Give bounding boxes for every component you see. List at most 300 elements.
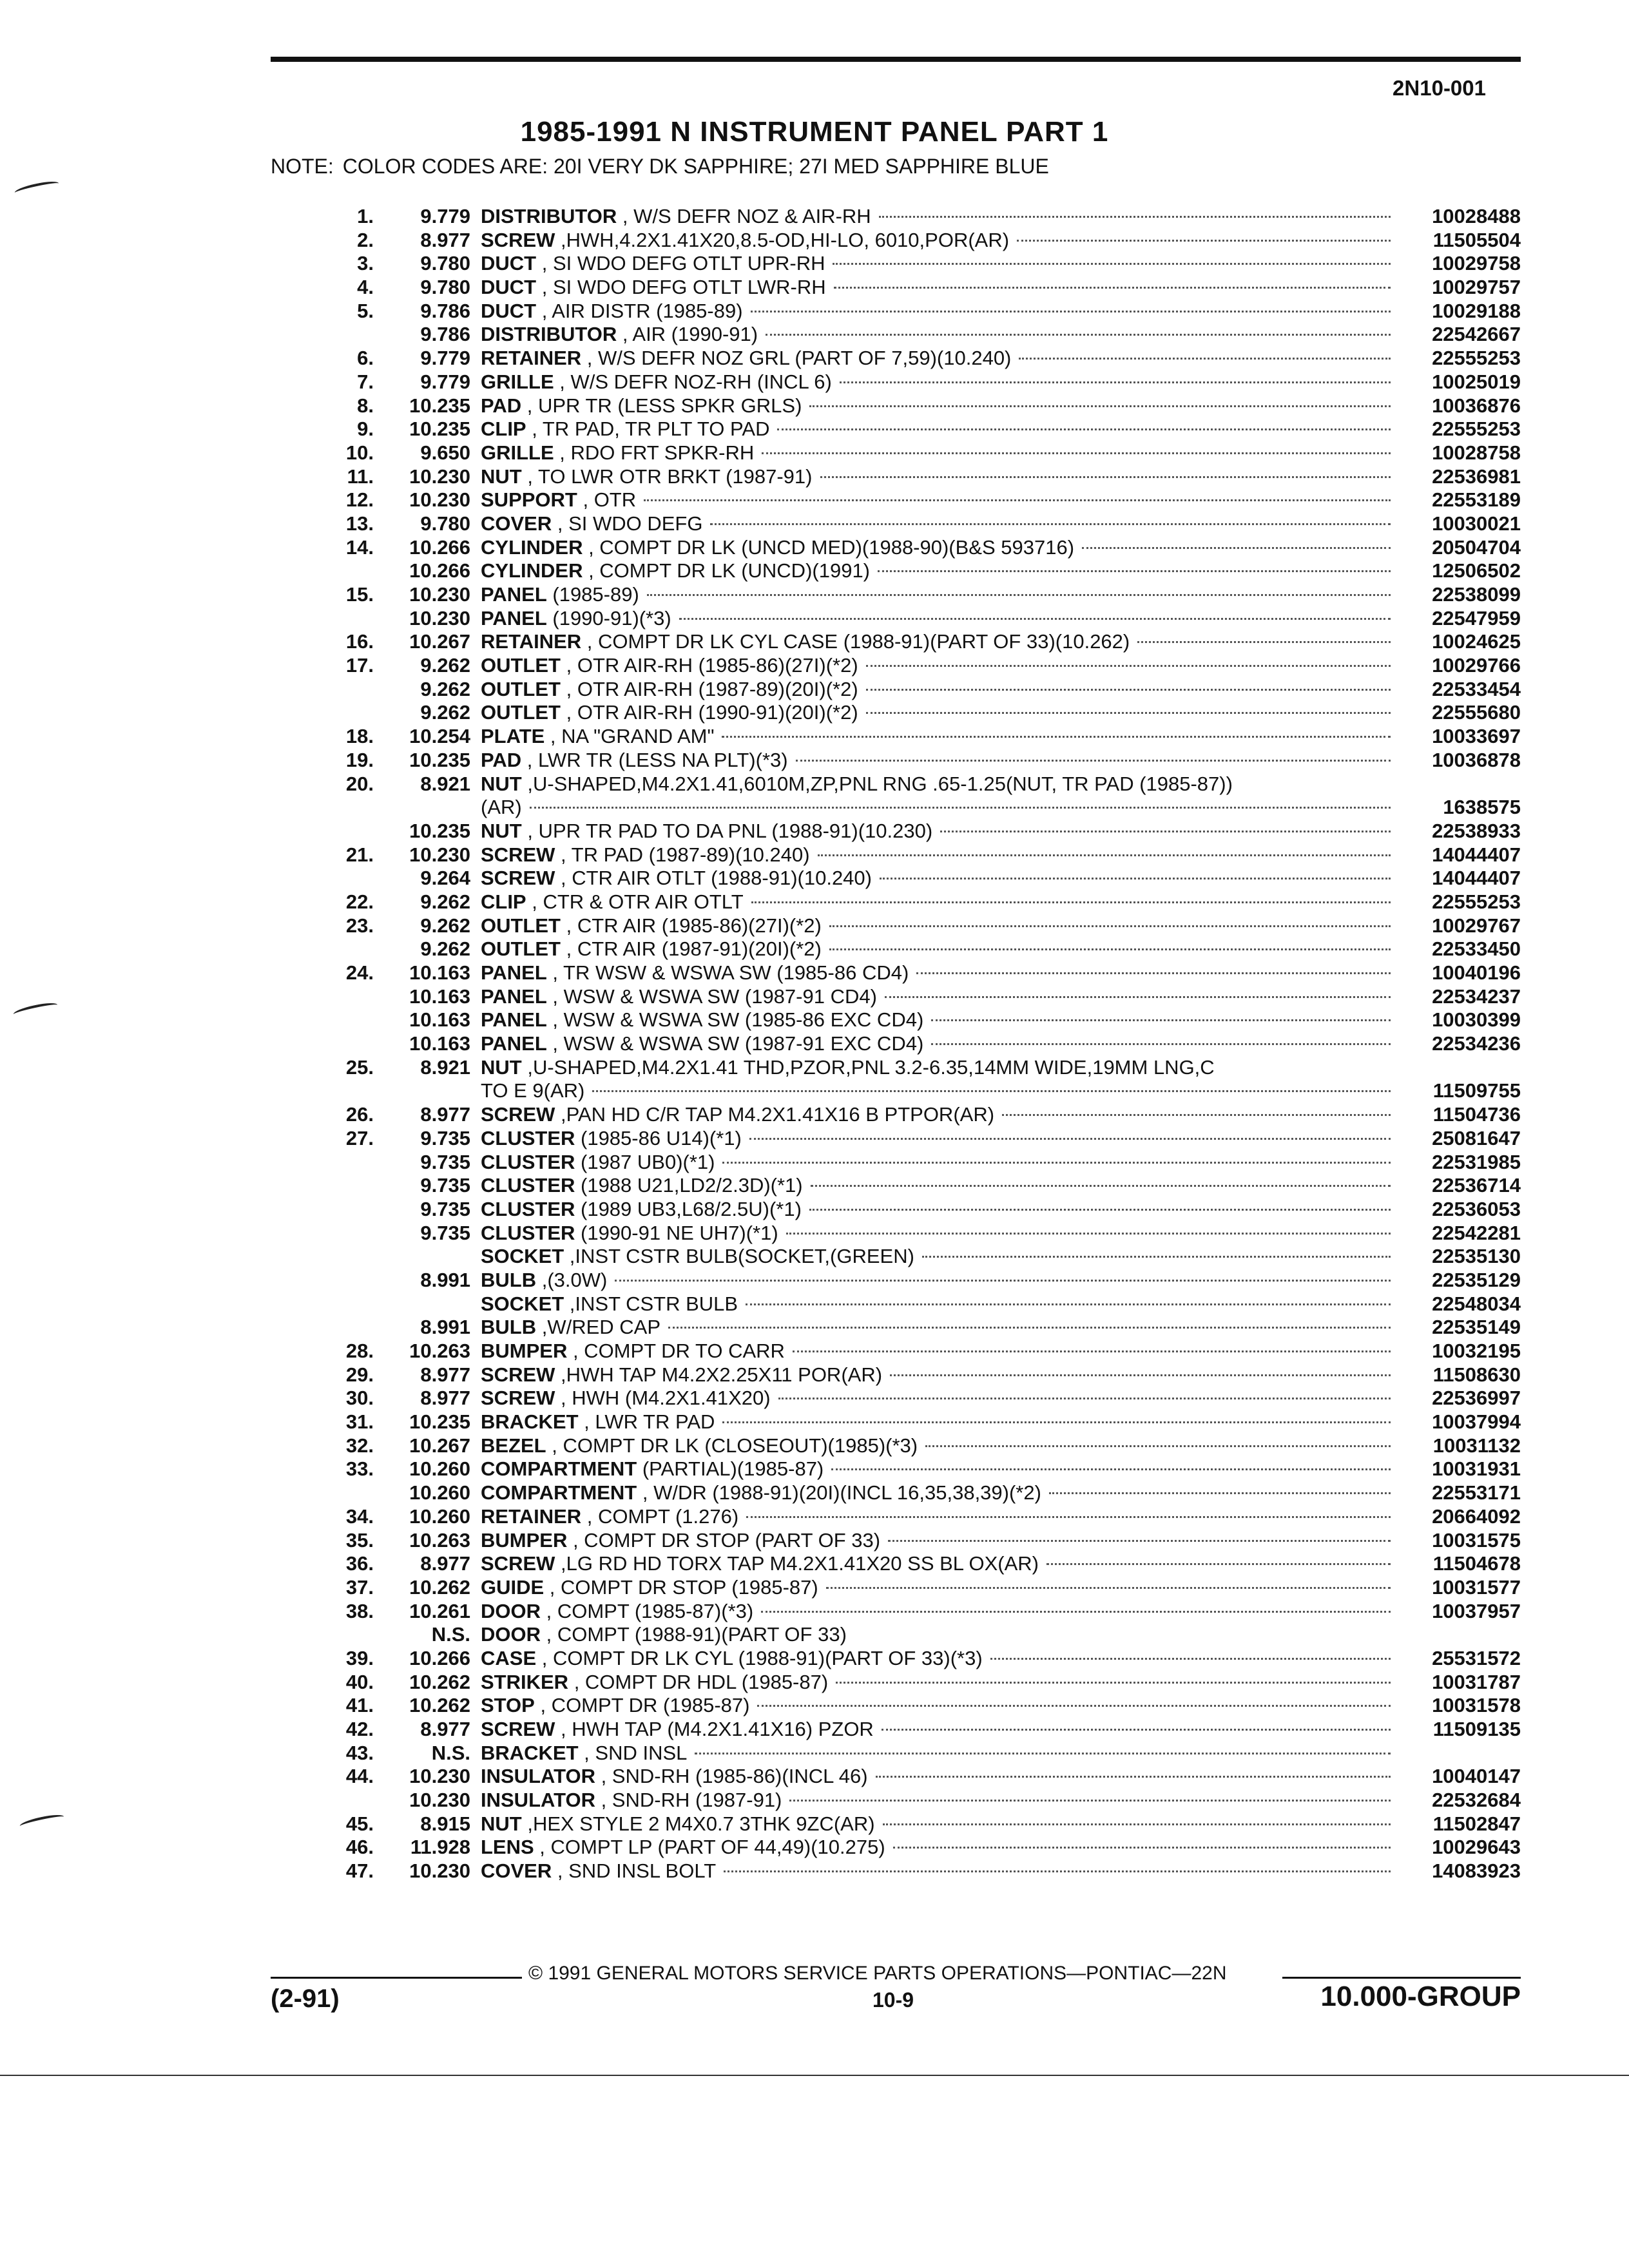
- part-row: [309, 1576, 1521, 1600]
- dot-leader: [866, 712, 1391, 714]
- item-number: 15.: [345, 583, 374, 606]
- page-number: 10-9: [872, 1988, 914, 2012]
- part-detail: , SI WDO DEFG: [552, 512, 703, 535]
- part-row: [309, 654, 1521, 678]
- part-number: 14044407: [1432, 843, 1521, 866]
- part-detail: , UPR TR PAD TO DA PNL (1988-91)(10.230): [521, 819, 933, 842]
- part-description: [481, 1434, 1398, 1458]
- part-name: GUIDE: [481, 1575, 545, 1599]
- parts-list: [309, 205, 1521, 1883]
- item-number: 40.: [345, 1670, 374, 1693]
- part-detail: , COMPT DR STOP (PART OF 33): [567, 1528, 881, 1552]
- part-detail: , COMPT DR HDL (1985-87): [568, 1670, 829, 1693]
- group-number: 10.266: [409, 1646, 470, 1669]
- part-detail: , SND INSL: [578, 1741, 688, 1764]
- part-number: 10031578: [1432, 1694, 1521, 1717]
- bottom-rule: [0, 2075, 1629, 2076]
- dot-leader: [1019, 358, 1391, 360]
- part-detail: (PARTIAL)(1985-87): [637, 1457, 824, 1481]
- dot-leader: [751, 901, 1391, 903]
- margin-mark: [12, 1001, 58, 1019]
- part-detail: , COMPT DR LK (UNCD MED)(1988-90)(B&S 593716): [583, 535, 1075, 559]
- part-description: [481, 1647, 1398, 1671]
- part-detail: (1988 U21,LD2/2.3D)(*1): [575, 1174, 803, 1197]
- part-row: [309, 1836, 1521, 1860]
- part-description: [481, 1623, 1398, 1647]
- dot-leader: [811, 1185, 1391, 1187]
- part-name: NUT: [481, 1812, 522, 1835]
- part-name: PLATE: [481, 725, 545, 748]
- part-row: [309, 630, 1521, 654]
- dot-leader: [834, 287, 1391, 289]
- dot-leader: [1017, 240, 1391, 242]
- part-number: 22536981: [1432, 465, 1521, 488]
- part-name: COMPARTMENT: [481, 1457, 637, 1481]
- part-detail: , OTR: [577, 488, 637, 512]
- part-name: BEZEL: [481, 1434, 546, 1457]
- part-name: DUCT: [481, 299, 537, 322]
- part-number: 22547959: [1432, 606, 1521, 629]
- item-number: 13.: [345, 512, 374, 535]
- item-number: 5.: [357, 299, 374, 322]
- part-row: [309, 1529, 1521, 1553]
- part-detail: (1990-91)(*3): [546, 606, 671, 629]
- part-detail: , SND INSL BOLT: [552, 1860, 717, 1883]
- part-row: [309, 1600, 1521, 1624]
- part-detail: ,W/RED CAP: [536, 1316, 661, 1339]
- part-row: [309, 1671, 1521, 1695]
- part-description: [481, 1576, 1398, 1600]
- part-description: [481, 394, 1398, 418]
- part-description: [481, 678, 1398, 702]
- item-number: 1.: [357, 205, 374, 227]
- part-name: BULB: [481, 1316, 537, 1339]
- part-row: [309, 1647, 1521, 1671]
- item-number: 26.: [345, 1103, 374, 1126]
- part-name: SUPPORT: [481, 488, 577, 512]
- part-number: 22534237: [1432, 985, 1521, 1008]
- part-detail: (1985-86 U14)(*1): [575, 1126, 742, 1149]
- dot-leader: [757, 1705, 1391, 1707]
- part-row: [309, 1127, 1521, 1151]
- dot-leader: [722, 1162, 1391, 1164]
- part-name: COVER: [481, 1860, 552, 1883]
- part-description: [481, 441, 1398, 465]
- group-number: 10.230: [409, 1765, 470, 1788]
- group-number: 9.650: [420, 441, 470, 464]
- group-number: 9.780: [420, 276, 470, 299]
- part-description: [481, 1316, 1398, 1340]
- dot-leader: [809, 1209, 1391, 1211]
- group-number: 8.977: [420, 1363, 470, 1386]
- group-number: 9.779: [420, 370, 470, 393]
- part-name: COVER: [481, 512, 552, 535]
- group-number: 8.977: [420, 228, 470, 251]
- part-row: [309, 1079, 1521, 1103]
- part-row: [309, 1765, 1521, 1789]
- dot-leader: [751, 311, 1391, 312]
- group-number: 9.780: [420, 512, 470, 535]
- item-number: 23.: [345, 914, 374, 937]
- group-number: 10.254: [409, 725, 470, 748]
- part-detail: , W/S DEFR NOZ-RH (INCL 6): [554, 370, 832, 393]
- part-description: [481, 1789, 1398, 1812]
- part-description: [481, 914, 1398, 938]
- part-detail: , OTR AIR-RH (1990-91)(20I)(*2): [561, 701, 858, 724]
- part-detail: ,LG RD HD TORX TAP M4.2X1.41X20 SS BL OX(AR): [555, 1552, 1039, 1575]
- part-description: [481, 985, 1398, 1009]
- part-number: 10025019: [1432, 370, 1521, 393]
- dot-leader: [829, 948, 1391, 950]
- part-name: BRACKET: [481, 1741, 579, 1764]
- part-description: [481, 607, 1398, 631]
- part-name: BUMPER: [481, 1340, 568, 1362]
- part-description: [481, 1410, 1398, 1434]
- part-row: [309, 867, 1521, 890]
- part-name: SCREW: [481, 843, 555, 866]
- part-detail: ,HWH,4.2X1.41X20,8.5-OD,HI-LO, 6010,POR(AR): [555, 228, 1010, 251]
- part-description: [481, 1481, 1398, 1505]
- group-number: 9.262: [420, 890, 470, 913]
- part-detail: , COMPT DR LK (UNCD)(1991): [583, 559, 871, 582]
- part-description: [481, 300, 1398, 323]
- part-row: [309, 1174, 1521, 1198]
- part-row: [309, 1387, 1521, 1410]
- part-name: OUTLET: [481, 937, 561, 961]
- item-number: 9.: [357, 418, 374, 441]
- copyright-notice: © 1991 GENERAL MOTORS SERVICE PARTS OPERATIONS—PONTIAC—22N: [528, 1963, 1227, 1984]
- part-row: [309, 820, 1521, 843]
- dot-leader: [722, 1421, 1391, 1423]
- group-number: 10.263: [409, 1340, 470, 1362]
- item-number: 33.: [345, 1457, 374, 1481]
- item-number: 2.: [357, 228, 374, 251]
- part-detail: (1989 UB3,L68/2.5U)(*1): [575, 1197, 802, 1220]
- part-row: [309, 1269, 1521, 1293]
- part-number: 10030021: [1432, 512, 1521, 535]
- part-row: [309, 1293, 1521, 1316]
- item-number: 34.: [345, 1504, 374, 1528]
- part-detail: ,U-SHAPED,M4.2X1.41,6010M,ZP,PNL RNG .65-1.25(NUT, TR PAD (1985-87)): [521, 772, 1233, 795]
- part-name: CLUSTER: [481, 1197, 575, 1220]
- part-name: GRILLE: [481, 370, 554, 393]
- dot-leader: [866, 689, 1391, 691]
- part-number: 22533454: [1432, 677, 1521, 700]
- part-description: [481, 890, 1398, 914]
- part-number: 10029767: [1432, 914, 1521, 937]
- group-number: 8.921: [420, 772, 470, 795]
- part-row: [309, 300, 1521, 323]
- part-name: NUT: [481, 465, 522, 488]
- group-number: 10.262: [409, 1670, 470, 1693]
- part-detail: , SND-RH (1987-91): [595, 1789, 782, 1812]
- item-number: 44.: [345, 1765, 374, 1788]
- part-detail: , OTR AIR-RH (1985-86)(27I)(*2): [561, 654, 858, 677]
- group-number: 9.262: [420, 914, 470, 937]
- dot-leader: [530, 807, 1391, 809]
- group-number: 9.262: [420, 701, 470, 724]
- part-number: 11505504: [1432, 228, 1521, 251]
- group-number: 9.786: [420, 299, 470, 322]
- group-number: 10.230: [409, 1860, 470, 1883]
- dot-leader: [840, 381, 1391, 383]
- item-number: 4.: [357, 276, 374, 299]
- part-name: LENS: [481, 1836, 534, 1859]
- part-number: 12506502: [1432, 559, 1521, 582]
- part-detail: , SI WDO DEFG OTLT LWR-RH: [536, 276, 826, 299]
- part-number: 10040196: [1432, 961, 1521, 984]
- margin-mark: [19, 1812, 64, 1831]
- group-number: 9.786: [420, 323, 470, 346]
- part-description: [481, 347, 1398, 370]
- item-number: 38.: [345, 1599, 374, 1622]
- part-number: 10031577: [1432, 1575, 1521, 1599]
- part-name: PANEL: [481, 583, 547, 606]
- part-number: 11504678: [1432, 1552, 1521, 1575]
- part-number: 14044407: [1432, 867, 1521, 890]
- item-number: 20.: [345, 772, 374, 795]
- dot-leader: [922, 1256, 1391, 1258]
- part-row: [309, 1505, 1521, 1529]
- dot-leader: [777, 428, 1391, 430]
- part-row: [309, 725, 1521, 749]
- part-number: 22553171: [1432, 1481, 1521, 1504]
- part-detail: , W/DR (1988-91)(20I)(INCL 16,35,38,39)(*2): [637, 1481, 1041, 1504]
- part-detail: , COMPT (1988-91)(PART OF 33): [541, 1623, 847, 1646]
- group-number: 10.260: [409, 1504, 470, 1528]
- item-number: 39.: [345, 1646, 374, 1669]
- part-row: [309, 1694, 1521, 1718]
- part-detail: ,(3.0W): [536, 1268, 608, 1291]
- part-detail: , W/S DEFR NOZ GRL (PART OF 7,59)(10.240): [581, 347, 1012, 370]
- dot-leader: [866, 665, 1391, 667]
- part-detail: ,INST CSTR BULB(SOCKET,(GREEN): [564, 1245, 914, 1268]
- part-number: 10031787: [1432, 1670, 1521, 1693]
- part-description: [481, 559, 1398, 583]
- dot-leader: [695, 1753, 1391, 1754]
- part-number: 10028758: [1432, 441, 1521, 464]
- part-description: [481, 370, 1398, 394]
- dot-leader: [820, 476, 1391, 478]
- part-detail: , COMPT (1.276): [581, 1504, 739, 1528]
- part-description: [481, 1151, 1398, 1175]
- part-detail: , COMPT DR LK CYL CASE (1988-91)(PART OF 33)(10.262): [581, 630, 1130, 653]
- part-row: [309, 914, 1521, 938]
- part-number: 22555253: [1432, 890, 1521, 913]
- part-row: [309, 1032, 1521, 1056]
- part-description: [481, 1198, 1398, 1222]
- part-row: [309, 1623, 1521, 1647]
- dot-leader: [880, 878, 1391, 879]
- part-detail: , WSW & WSWA SW (1985-86 EXC CD4): [546, 1008, 924, 1032]
- item-number: 12.: [345, 488, 374, 512]
- part-row: [309, 1860, 1521, 1883]
- part-number: 10024625: [1432, 630, 1521, 653]
- part-detail: ,PAN HD C/R TAP M4.2X1.41X16 B PTPOR(AR): [555, 1103, 995, 1126]
- part-detail: (AR): [481, 796, 522, 819]
- dot-leader: [762, 452, 1391, 454]
- part-number: 22534236: [1432, 1032, 1521, 1055]
- group-number: 10.266: [409, 559, 470, 582]
- part-row: [309, 205, 1521, 229]
- dot-leader: [990, 1658, 1391, 1660]
- item-number: 35.: [345, 1528, 374, 1552]
- part-detail: (1985-89): [546, 583, 639, 606]
- part-number: 22553189: [1432, 488, 1521, 512]
- part-row: [309, 773, 1521, 796]
- part-description: [481, 1457, 1398, 1481]
- part-description: [481, 654, 1398, 678]
- part-description: [481, 1127, 1398, 1151]
- part-detail: , CTR AIR (1987-91)(20I)(*2): [561, 937, 822, 961]
- part-name: CLIP: [481, 418, 526, 441]
- group-number: 10.260: [409, 1481, 470, 1504]
- part-description: [481, 1079, 1398, 1103]
- item-number: 47.: [345, 1860, 374, 1883]
- part-description: [481, 1387, 1398, 1410]
- group-number: 9.264: [420, 867, 470, 890]
- part-name: NUT: [481, 819, 522, 842]
- part-row: [309, 1789, 1521, 1812]
- dot-leader: [644, 499, 1391, 501]
- part-description: [481, 1742, 1398, 1765]
- part-name: SCREW: [481, 1552, 555, 1575]
- part-number: 25531572: [1432, 1646, 1521, 1669]
- part-name: SOCKET: [481, 1292, 564, 1315]
- part-detail: , HWH (M4.2X1.41X20): [555, 1387, 771, 1410]
- group-number: 10.266: [409, 535, 470, 559]
- part-description: [481, 1222, 1398, 1245]
- part-row: [309, 1434, 1521, 1458]
- part-number: 22536714: [1432, 1174, 1521, 1197]
- part-row: [309, 488, 1521, 512]
- part-name: DOOR: [481, 1599, 541, 1622]
- part-description: [481, 1363, 1398, 1387]
- part-row: [309, 276, 1521, 300]
- part-number: 14083923: [1432, 1860, 1521, 1883]
- part-detail: , AIR DISTR (1985-89): [536, 299, 743, 322]
- part-description: [481, 418, 1398, 441]
- dot-leader: [746, 1303, 1391, 1305]
- part-name: NUT: [481, 1055, 522, 1079]
- dot-leader: [793, 1350, 1391, 1352]
- part-name: PANEL: [481, 606, 547, 629]
- part-detail: , LWR TR PAD: [578, 1410, 715, 1434]
- part-description: [481, 1600, 1398, 1624]
- part-row: [309, 1718, 1521, 1742]
- part-row: [309, 347, 1521, 370]
- part-name: OUTLET: [481, 914, 561, 937]
- part-row: [309, 1151, 1521, 1175]
- group-number: 10.262: [409, 1575, 470, 1599]
- part-number: 22535149: [1432, 1316, 1521, 1339]
- item-number: 32.: [345, 1434, 374, 1457]
- dot-leader: [1002, 1114, 1391, 1116]
- part-number: 20664092: [1432, 1504, 1521, 1528]
- part-name: STRIKER: [481, 1670, 569, 1693]
- part-row: [309, 1340, 1521, 1363]
- footer-rule-left: [271, 1977, 522, 1979]
- item-number: 3.: [357, 252, 374, 275]
- part-detail: , CTR AIR OTLT (1988-91)(10.240): [555, 867, 872, 890]
- part-row: [309, 418, 1521, 441]
- part-detail: , COMPT DR STOP (1985-87): [544, 1575, 818, 1599]
- dot-leader: [883, 1823, 1391, 1825]
- dot-leader: [826, 1587, 1391, 1589]
- dot-leader: [931, 1019, 1391, 1021]
- part-description: [481, 1812, 1398, 1836]
- group-number: 9.735: [420, 1174, 470, 1197]
- part-description: [481, 1269, 1398, 1293]
- dot-leader: [833, 263, 1391, 265]
- part-detail: , COMPT DR LK (CLOSEOUT)(1985)(*3): [546, 1434, 918, 1457]
- part-number: 22536997: [1432, 1387, 1521, 1410]
- part-number: 22555253: [1432, 347, 1521, 370]
- group-number: 10.235: [409, 1410, 470, 1434]
- part-description: [481, 701, 1398, 725]
- item-number: 10.: [345, 441, 374, 464]
- part-row: [309, 1742, 1521, 1765]
- item-number: 46.: [345, 1836, 374, 1859]
- part-row: [309, 370, 1521, 394]
- group-number: 10.230: [409, 843, 470, 866]
- group-label: 10.000-GROUP: [1320, 1981, 1521, 2012]
- part-detail: , W/S DEFR NOZ & AIR-RH: [617, 205, 871, 227]
- part-row: [309, 890, 1521, 914]
- group-number: 8.977: [420, 1552, 470, 1575]
- part-row: [309, 229, 1521, 253]
- part-number: 22555680: [1432, 701, 1521, 724]
- dot-leader: [1046, 1563, 1391, 1565]
- dot-leader: [829, 925, 1391, 927]
- part-description: [481, 773, 1398, 796]
- item-number: 16.: [345, 630, 374, 653]
- dot-leader: [818, 854, 1391, 856]
- part-description: [481, 843, 1398, 867]
- part-number: 10030399: [1432, 1008, 1521, 1032]
- group-number: 9.735: [420, 1150, 470, 1173]
- part-number: 10029757: [1432, 276, 1521, 299]
- item-number: 21.: [345, 843, 374, 866]
- part-name: INSULATOR: [481, 1789, 595, 1812]
- part-number: 10031575: [1432, 1528, 1521, 1552]
- part-name: CLIP: [481, 890, 526, 913]
- group-number: 10.235: [409, 418, 470, 441]
- part-number: 10036876: [1432, 394, 1521, 417]
- part-description: [481, 1008, 1398, 1032]
- part-description: [481, 1103, 1398, 1127]
- part-number: 10031132: [1432, 1434, 1521, 1457]
- part-number: 22542281: [1432, 1221, 1521, 1244]
- part-name: INSULATOR: [481, 1765, 595, 1788]
- part-description: [481, 630, 1398, 654]
- part-number: 22542667: [1432, 323, 1521, 346]
- group-number: 10.230: [409, 488, 470, 512]
- part-number: 10036878: [1432, 748, 1521, 771]
- group-number: 8.977: [420, 1387, 470, 1410]
- group-number: 10.235: [409, 748, 470, 771]
- part-description: [481, 937, 1398, 961]
- dot-leader: [878, 570, 1391, 572]
- part-name: OUTLET: [481, 654, 561, 677]
- part-description: [481, 796, 1398, 820]
- dot-leader: [940, 831, 1391, 832]
- part-name: RETAINER: [481, 347, 582, 370]
- group-number: 10.267: [409, 630, 470, 653]
- part-number: 22548034: [1432, 1292, 1521, 1315]
- part-detail: , LWR TR (LESS NA PLT)(*3): [521, 748, 788, 771]
- dot-leader: [778, 1398, 1391, 1399]
